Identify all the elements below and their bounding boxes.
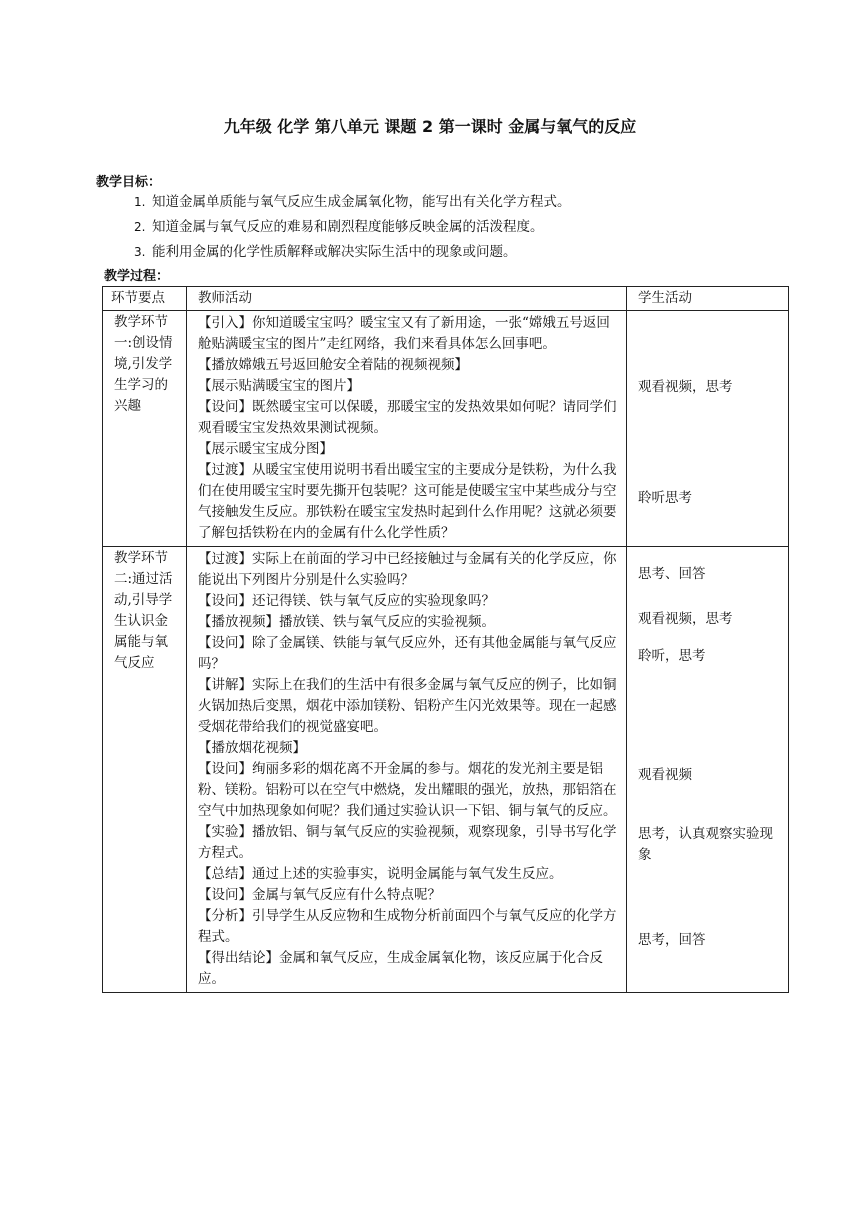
- header-student: 学生活动: [627, 287, 789, 311]
- objectives-list: [134, 192, 571, 267]
- student-activity-cell: [627, 311, 789, 547]
- student-activity: 思考，回答: [638, 932, 706, 948]
- teaching-process-table: [102, 286, 789, 993]
- student-activity: 观看视频，思考: [638, 611, 733, 627]
- student-activity: 思考，认真观察实验现象: [638, 826, 773, 863]
- teacher-activity-cell: [187, 547, 627, 993]
- activity-paragraph: 【播放烟花视频】: [198, 740, 306, 756]
- activity-paragraph: 【设问】还记得镁、铁与氧气反应的实验现象吗？: [198, 593, 495, 609]
- activity-paragraph: 【播放嫦娥五号返回舱安全着陆的视频视频】: [198, 357, 468, 373]
- activity-paragraph: 【讲解】实际上在我们的生活中有很多金属与氧气反应的例子，比如铜火锅加热后变黑，烟花中添加镁粉、铝粉产生闪光效果等。现在一起感受烟花带给我们的视觉盛宴吧。: [198, 677, 617, 735]
- activity-paragraph: 【过渡】实际上在前面的学习中已经接触过与金属有关的化学反应，你能说出下列图片分别是什么实验吗？: [198, 551, 617, 588]
- activity-paragraph: 【设问】除了金属镁、铁能与氧气反应外，还有其他金属能与氧气反应吗？: [198, 635, 617, 672]
- header-stage: 环节要点: [103, 287, 187, 311]
- activity-paragraph: 【展示暖宝宝成分图】: [198, 441, 333, 457]
- objective-item: 3. 能利用金属的化学性质解释或解决实际生活中的现象或问题。: [134, 244, 517, 260]
- stage-cell: 教学环节一:创设情境,引发学生学习的兴趣: [103, 311, 187, 547]
- activity-paragraph: 【设问】绚丽多彩的烟花离不开金属的参与。烟花的发光剂主要是铝粉、镁粉。铝粉可以在空气中燃烧，发出耀眼的强光，放热，那铝箔在空气中加热现象如何呢？我们通过实验认识一下铝、铜与氧气的反应。: [198, 761, 617, 819]
- activity-paragraph: 【设问】金属与氧气反应有什么特点呢？: [198, 887, 441, 903]
- header-teacher: 教师活动: [187, 287, 627, 311]
- objective-item: 1. 知道金属单质能与氧气反应生成金属氧化物，能写出有关化学方程式。: [134, 194, 571, 210]
- student-activity: 聆听，思考: [638, 648, 706, 664]
- activity-paragraph: 【实验】播放铝、铜与氧气反应的实验视频，观察现象，引导书写化学方程式。: [198, 824, 617, 861]
- activity-paragraph: 【展示贴满暖宝宝的图片】: [198, 378, 360, 394]
- student-activity: 思考、回答: [638, 566, 706, 582]
- activity-paragraph: 【得出结论】金属和氧气反应，生成金属氧化物，该反应属于化合反应。: [198, 950, 603, 987]
- activity-paragraph: 【设问】既然暖宝宝可以保暖，那暖宝宝的发热效果如何呢？请同学们观看暖宝宝发热效果测试视频。: [198, 399, 617, 436]
- student-activity: 观看视频，思考: [638, 379, 733, 395]
- stage-cell: 教学环节二:通过活动,引导学生认识金属能与氧气反应: [103, 547, 187, 993]
- student-activity: 观看视频: [638, 767, 692, 783]
- activity-paragraph: 【总结】通过上述的实验事实，说明金属能与氧气发生反应。: [198, 866, 563, 882]
- table-row: [103, 311, 789, 547]
- process-label: 教学过程：: [104, 269, 170, 284]
- activity-paragraph: 【分析】引导学生从反应物和生成物分析前面四个与氧气反应的化学方程式。: [198, 908, 617, 945]
- student-activity-cell: [627, 547, 789, 993]
- table-row: [103, 547, 789, 993]
- activity-paragraph: 【播放视频】播放镁、铁与氧气反应的实验视频。: [198, 614, 495, 630]
- objective-item: 2. 知道金属与氧气反应的难易和剧烈程度能够反映金属的活泼程度。: [134, 219, 544, 235]
- teacher-activity-cell: [187, 311, 627, 547]
- document-title: 九年级 化学 第八单元 课题 2 第一课时 金属与氧气的反应: [223, 117, 637, 136]
- student-activity: 聆听思考: [638, 490, 692, 506]
- activity-paragraph: 【引入】你知道暖宝宝吗？暖宝宝又有了新用途，一张“嫦娥五号返回舱贴满暖宝宝的图片”走红网络，我们来看具体怎么回事吧。: [198, 315, 610, 352]
- activity-paragraph: 【过渡】从暖宝宝使用说明书看出暖宝宝的主要成分是铁粉，为什么我们在使用暖宝宝时要先撕开包装呢？这可能是使暖宝宝中某些成分与空气接触发生反应。那铁粉在暖宝宝发热时起到什么作用呢？这就必须要了解包括铁粉在内的金属有什么化学性质？: [198, 462, 617, 541]
- objectives-label: 教学目标：: [96, 175, 162, 190]
- table-header-row: [103, 287, 789, 311]
